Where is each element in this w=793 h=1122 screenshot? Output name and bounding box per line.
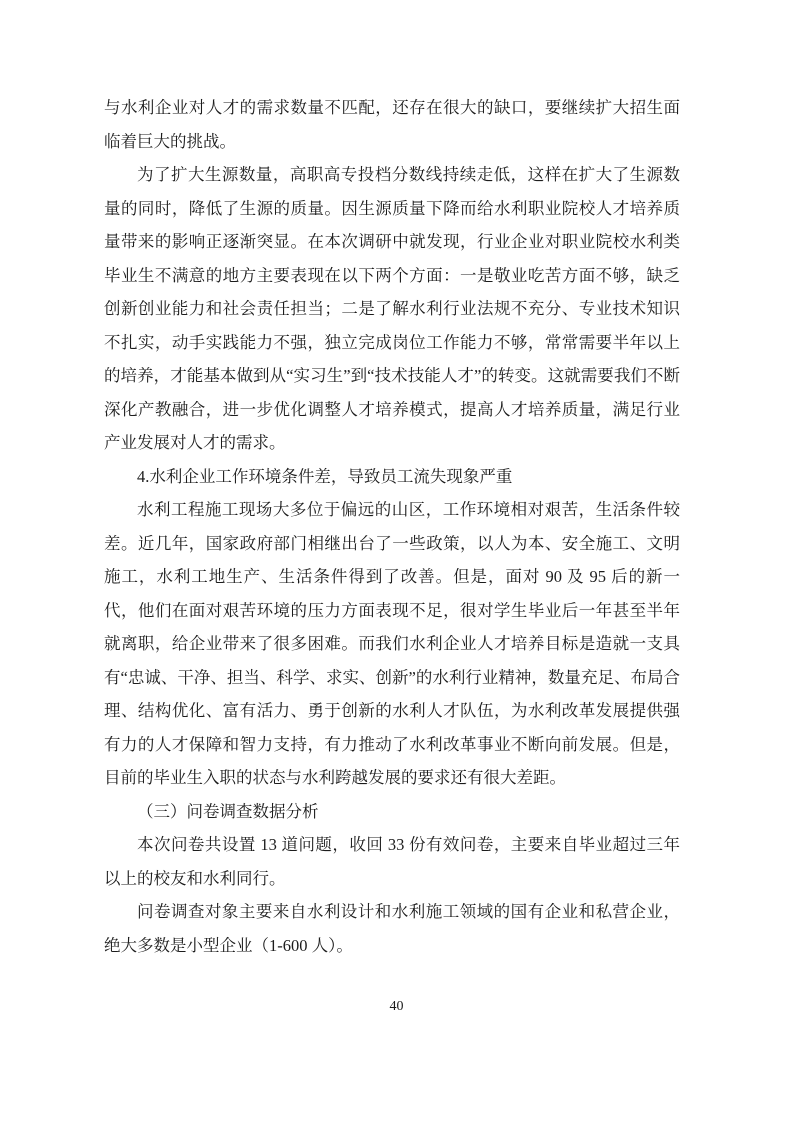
section-heading: 4.水利企业工作环境条件差，导致员工流失现象严重 [137, 466, 513, 486]
page-number: 40 [389, 999, 404, 1014]
paragraph: 问卷调查对象主要来自水利设计和水利施工领域的国有企业和私营企业，绝大多数是小型企业（1-600 人）。 [104, 902, 680, 955]
paragraph: 为了扩大生源数量，高职高专投档分数线持续走低，这样在扩大了生源数量的同时，降低了生源的质量。因生源质量下降而给水利职业院校人才培养质量带来的影响正逐渐突显。在本次调研中就发现，行业企业对职业院校水利类毕业生不满意的地方主要表现在以下两个方面：一是敬业吃苦方面不够，缺乏创新创业能力和社会责任担当；二是了解水利行业法规不充分、专业技术知识不扎实，动手实践能力不强，独立完成岗位工作能力不够，常常需要半年以上的培养，才能基本做到从“实习生”到“技术技能人才”的转变。这就需要我们不断深化产教融合，进一步优化调整人才培养模式，提高人才培养质量，满足行业产业发展对人才的需求。 [104, 165, 680, 452]
paragraph: 水利工程施工现场大多位于偏远的山区，工作环境相对艰苦，生活条件较差。近几年，国家政府部门相继出台了一些政策，以人为本、安全施工、文明施工，水利工地生产、生活条件得到了改善。但是，面对 90 及 95 后的新一代，他们在面对艰苦环境的压力方面表现不足，很对学生毕业后一年甚至半年就离职，给企业带来了很多困难。而我们水利企业人才培养目标是造就一支具有“忠诚、干净、担当、科学、求实、创新”的水利行业精神，数量充足、布局合理、结构优化、富有活力、勇于创新的水利人才队伍，为水利改革发展提供强有力的人才保障和智力支持，有力推动了水利改革事业不断向前发展。但是，目前的毕业生入职的状态与水利跨越发展的要求还有很大差距。 [104, 500, 680, 787]
paragraph: 本次问卷共设置 13 道问题，收回 33 份有效问卷，主要来自毕业超过三年以上的校友和水利同行。 [104, 835, 680, 888]
section-heading: （三）问卷调查数据分析 [137, 801, 319, 821]
paragraph: 与水利企业对人才的需求数量不匹配，还存在很大的缺口，要继续扩大招生面临着巨大的挑战。 [104, 98, 680, 151]
document-body [104, 91, 680, 962]
